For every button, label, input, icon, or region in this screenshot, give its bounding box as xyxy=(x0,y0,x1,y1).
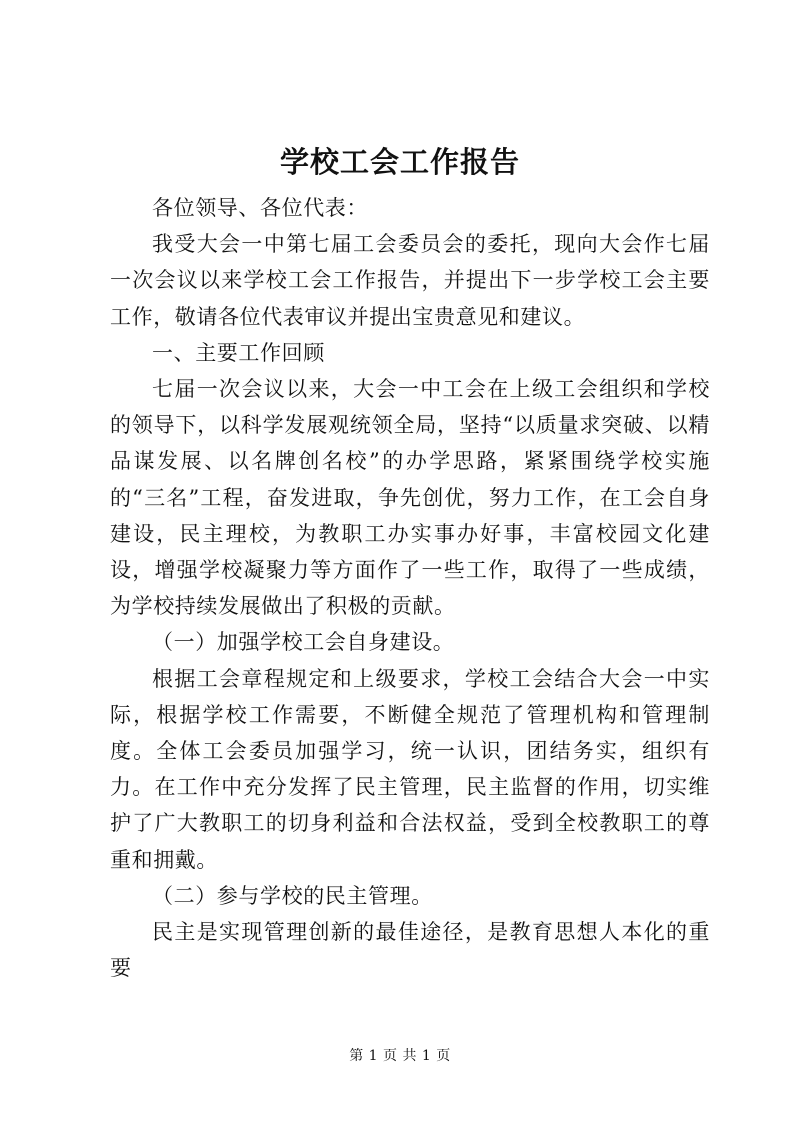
document-body xyxy=(110,190,710,986)
section-heading-review: 一、主要工作回顾 xyxy=(152,340,325,365)
subsection-heading-democratic-management: （二）参与学校的民主管理。 xyxy=(152,883,433,908)
page-footer: 第 1 页 共 1 页 xyxy=(349,1048,451,1064)
subsection-heading-self-building: （一）加强学校工会自身建设。 xyxy=(152,630,455,655)
review-paragraph: 七届一次会议以来，大会一中工会在上级工会组织和学校的领导下，以科学发展观统领全局，坚持“以质量求突破、以精品谋发展、以名牌创名校”的办学思路，紧紧围绕学校实施的“三名”工程，奋发进取，争先创优，努力工作，在工会自身建设，民主理校，为教职工办实事办好事，丰富校园文化建设，增强学校凝聚力等方面作了一些工作，取得了一些成绩，为学校持续发展做出了积极的贡献。 xyxy=(110,377,710,619)
self-building-paragraph: 根据工会章程规定和上级要求，学校工会结合大会一中实际，根据学校工作需要，不断健全规范了管理机构和管理制度。全体工会委员加强学习，统一认识，团结务实，组织有力。在工作中充分发挥了民主管理，民主监督的作用，切实维护了广大教职工的切身利益和合法权益，受到全校教职工的尊重和拥戴。 xyxy=(110,666,710,872)
democratic-management-paragraph: 民主是实现管理创新的最佳途径，是教育思想人本化的重要 xyxy=(110,920,710,981)
document-title: 学校工会工作报告 xyxy=(279,145,520,179)
greeting-paragraph: 各位领导、各位代表： xyxy=(152,196,368,220)
intro-paragraph: 我受大会一中第七届工会委员会的委托，现向大会作七届一次会议以来学校工会工作报告，并提出下一步学校工会主要工作，敬请各位代表审议并提出宝贵意见和建议。 xyxy=(110,232,710,329)
